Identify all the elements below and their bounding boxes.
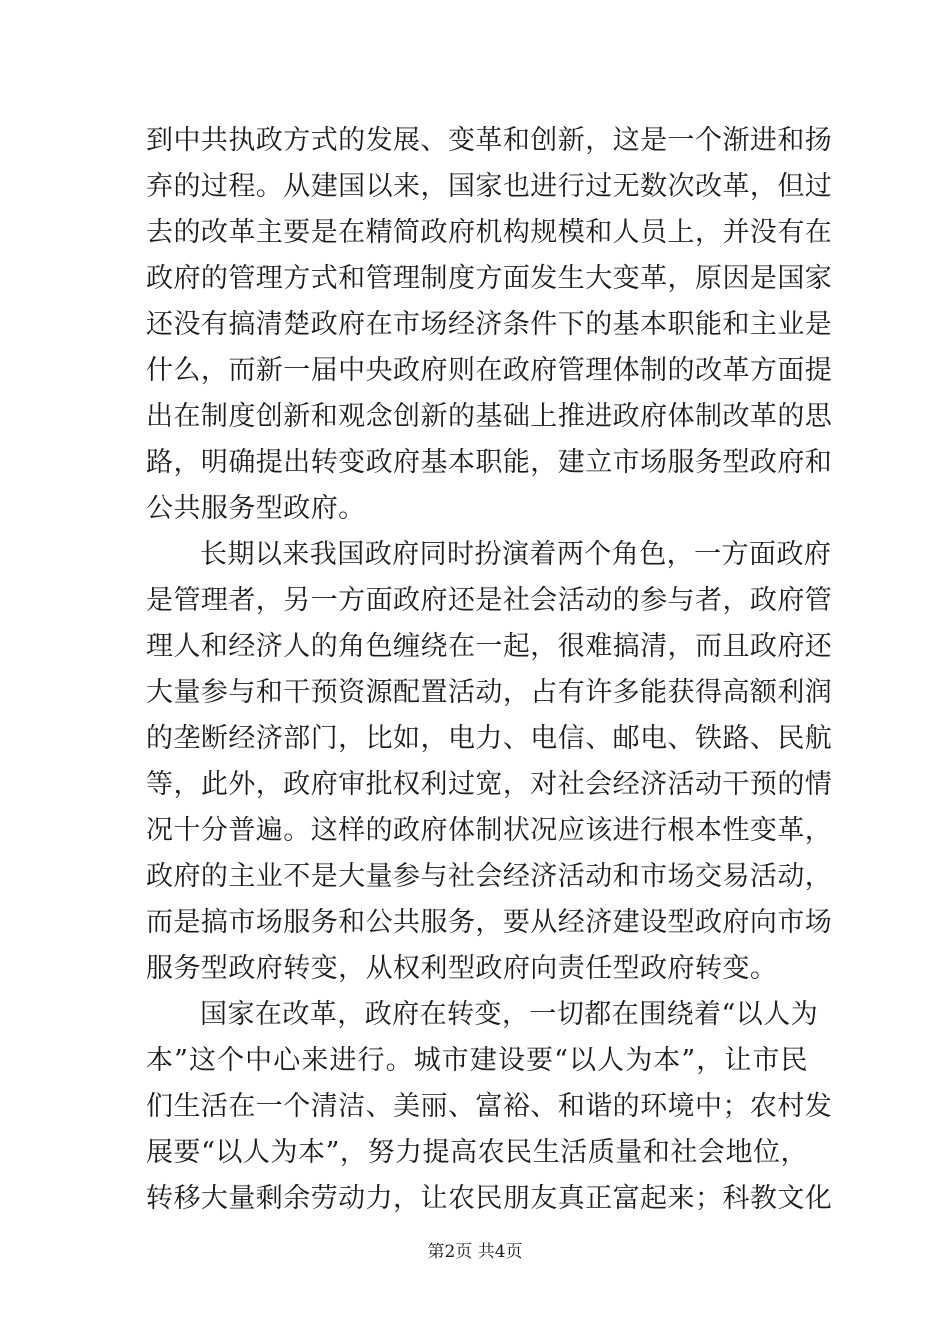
text-line: 政府的管理方式和管理制度方面发生大变革，原因是国家: [146, 263, 833, 294]
text-line: 什么，而新一届中央政府则在政府管理体制的改革方面提: [146, 355, 833, 386]
text-line: 到中共执政方式的发展、变革和创新，这是一个渐进和扬: [146, 125, 833, 156]
text-line: 是管理者，另一方面政府还是社会活动的参与者，政府管: [146, 585, 833, 616]
text-line: 理人和经济人的角色缠绕在一起，很难搞清，而且政府还: [146, 631, 833, 662]
paragraph: [146, 532, 833, 992]
text-line: 展要“以人为本”，努力提高农民生活质量和社会地位，: [146, 1137, 808, 1168]
text-line: 路，明确提出转变政府基本职能，建立市场服务型政府和: [146, 447, 833, 478]
text-line: 长期以来我国政府同时扮演着两个角色，一方面政府: [200, 539, 832, 570]
text-line: 们生活在一个清洁、美丽、富裕、和谐的环境中；农村发: [146, 1091, 833, 1122]
text-line: 出在制度创新和观念创新的基础上推进政府体制改革的思: [146, 401, 833, 432]
text-line: 去的改革主要是在精简政府机构规模和人员上，并没有在: [146, 217, 833, 248]
text-line: 的垄断经济部门，比如，电力、电信、邮电、铁路、民航: [146, 723, 833, 754]
text-line: 公共服务型政府。: [146, 493, 366, 524]
text-line: 政府的主业不是大量参与社会经济活动和市场交易活动，: [146, 861, 833, 892]
text-line: 弃的过程。从建国以来，国家也进行过无数次改革，但过: [146, 171, 833, 202]
text-line: 还没有搞清楚政府在市场经济条件下的基本职能和主业是: [146, 309, 833, 340]
text-line: 转移大量剩余劳动力，让农民朋友真正富起来；科教文化: [146, 1183, 833, 1214]
text-line: 大量参与和干预资源配置活动，占有许多能获得高额利润: [146, 677, 833, 708]
text-line: 国家在改革，政府在转变，一切都在围绕着“以人为: [200, 999, 819, 1030]
page-number-footer: 第2页 共4页: [427, 1242, 523, 1262]
paragraph: [146, 992, 833, 1222]
text-line: 等，此外，政府审批权利过宽，对社会经济活动干预的情: [146, 769, 833, 800]
document-body: [146, 118, 833, 1222]
text-line: 况十分普遍。这样的政府体制状况应该进行根本性变革，: [146, 815, 833, 846]
text-line: 而是搞市场服务和公共服务，要从经济建设型政府向市场: [146, 907, 833, 938]
text-line: 服务型政府转变，从权利型政府向责任型政府转变。: [146, 953, 778, 984]
text-line: 本”这个中心来进行。城市建设要“以人为本”，让市民: [146, 1045, 808, 1076]
paragraph: [146, 118, 833, 532]
